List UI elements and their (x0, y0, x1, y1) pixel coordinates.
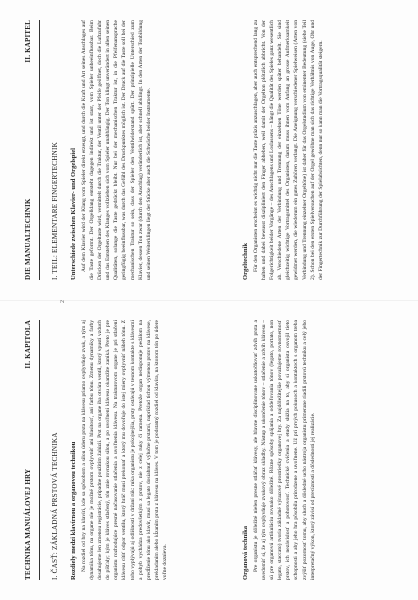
header-rule (39, 20, 40, 280)
section-heading: Organová technika (242, 525, 249, 580)
section-text: Na rozdiel od hry na klavíri, kde sa spôsobom a silou úderu prsta na klávesu priamo ovplyvňuje zvuk, a tým aj dynamika tónu, na organe nie je možné prstom ovplyvniť ani hlasitosť, ani farbu tónu. Zmenu dynamiky a farby dosahujeme len zmenou registrácie, prípadne použitím žalúzií. Prst na organe iba otvára ventil, ktorý vpustí vzduch do píšťaly; kým je kláves stlačený, tón znie rovnakou silou, a po uvoľnení klávesu okamžite zaniká. Preto je pre organistu rozhodujúce presné načasovanie stlačenia a uvoľnenia klávesu. Na trakturovom organe je pri stlačení klávesu cítiť odpor ventilu, ktorý hráč musí prekonať a ktorý mu dovoľuje do istej miery ovplyvniť nábeh tónu. Z toho vyplývajú aj odlišnosti v držaní rúk: ruka organistu je pokojnejšia, prsty ostávajú v tesnom kontakte s klávesmi a pohyb vychádza predovšetkým z prstov, nie z celej ruky či ramena. Pretože organ nedisponuje pedálom na predĺženie tónu ako klavír, musí sa legato dosiahnuť výlučne prstami, napríklad tichou výmenou prstov na klávese, prekladaním alebo kĺzaním prsta z klávesu na kláves. V tom je podstatný rozdiel od klavíra, na ktorom tón po údere voľne doznieva. (81, 320, 168, 580)
header-chapter: II. KAPITOLA (24, 320, 32, 369)
left-page-slovak (0, 300, 418, 600)
header-title: DIE MANUALTECHNIK (24, 198, 32, 280)
header-chapter: II. KAPITEL (24, 20, 32, 63)
section-text: Für den Organisten erscheint es wichtig nicht nur die Taste präzis anzuschlagen, aber auch entsprechend lang zu halten und dabei bewusst diszipliniert den Finger abheben, weil damit der Orgelton plötzlich abbricht. Von der Folgerichtigkeit beider Vorgänge – des Anschlagens und Loslassens – hängt die Qualität des Spieles ganz wesentlich ab. Verschiedene Arten der Verbindung und Trennung der einzelnen Töne werden später behandelt. Sie sind gleichzeitig wichtige Vortragsmittel des Organisten, darum muss ihnen vom Anfang an grosse Aufmerksamkeit gewidmet werden, die wiederum ein gutes Zuhören verlangt. Die Aneignung verschiedener Spielweisen (Arten von Verbindung und Trennung einzelner Orgeltöne) ist daher für das Orgelstudium von eminenter Bedeutung (siehe Teil 2). Schon bei den ersten Spielversuchen auf der Orgel gewöhne man sich das richtige Verhältnis von Auge, Ohr und der Fingertechnik zur Durchführung der Spielabsichten, denn nur so kann man die Vortragsqualität steigern. (253, 20, 324, 280)
section-heading: Unterschiede zwischen Klavier- und Orgelspiel (70, 148, 77, 280)
part-title: I. ČASŤ: ZÁKLADNÁ PRSTOVÁ TECHNIKA (51, 432, 59, 580)
running-header (24, 20, 36, 280)
section-text: Auf dem Klavier wird der Klang vom Spieler direkt erzeugt, und durch die Kraft und Art seines Anschlages auf die Taste geformt. Der Orgelklang entsteht dagegen indirekt und ist starr, vom Spieler unbeeinflussbar. Beim Drücken der Orgeltaste wird, vermittelt durch die Traktur, der Ventil unter der Pfeife geöffnet, doch die Luftzufuhr und das Entstehen des Klanges vollziehen sich vom Spieler unabhängig. Der Ton klingt unverändert in allen seinen Qualitäten, solange die Taste gedrückt bleibt. Nur bei der mechanischen Traktur ist, in die Pfeifenansprache geringfügig beeinflussbar, was durch das Gefühl des Druckpunktes möglich ist. Der Druck auf die Taste soll bei der mechanischen Traktur so sein, dass der Spieler den Ventilwiderstand spürt. Der prinzipielle Unterschied zum Klavier, dessen Ton zwar (durch den Anschlag) veränderlich ist, aber schnell abklingt. In den Arten der Tonbildung und seinen Weiterklingen liegt der Stücke aber auch die Schwäche beider Instrumente. (81, 20, 152, 280)
section-heading: Rozdiely medzi klavírnou a organovou technikou (70, 441, 77, 580)
running-header (24, 320, 36, 580)
page-number: 2 (60, 300, 66, 303)
section-heading: Orgeltechnik (242, 243, 249, 280)
header-title: TECHNIKA MANUÁLOVEJ HRY (24, 468, 32, 580)
section-text: Pre organistu je dôležité nielen presne stláčať klávesy, ale hlavne disciplinovane uskutočňovať zdvíh prsta a uvedomiť si, že aj tým ovplyvňuje zvukový obraz skladby. Nástup a ukončenie tónov – stlačenie a zdvih klávesu – sú pre organovú artikuláciu rovnako dôležité. Rôzne spôsoby spájania a oddeľovania tónov (legato, portato, non legato, staccato) tvoria základné výrazové prostriedky organovej hry. Za najdôležitejšie považujeme rovnomernosť prstov, ich nezávislosť a pohotovosť. Technické cvičenia a etudy slúžia na to, aby si organista osvojil tieto schopnosti a aby jeho hra pôsobila prirodzene a uvoľnene. Už pri prvých pokusoch a kontaktoch s organom treba zvýšiť pozornosť tomu, aby sluch a dôsledné ucho nástroja organistu primerane riadili prstovú techniku a celý jeho interpretačný výkon, ktorý závisí od precíznosti a dôslednosti jej realizácie. (253, 320, 316, 580)
header-rule (39, 320, 40, 580)
part-title: I. TEIL: ELEMENTARE FINGERTECHNIK (51, 141, 59, 280)
